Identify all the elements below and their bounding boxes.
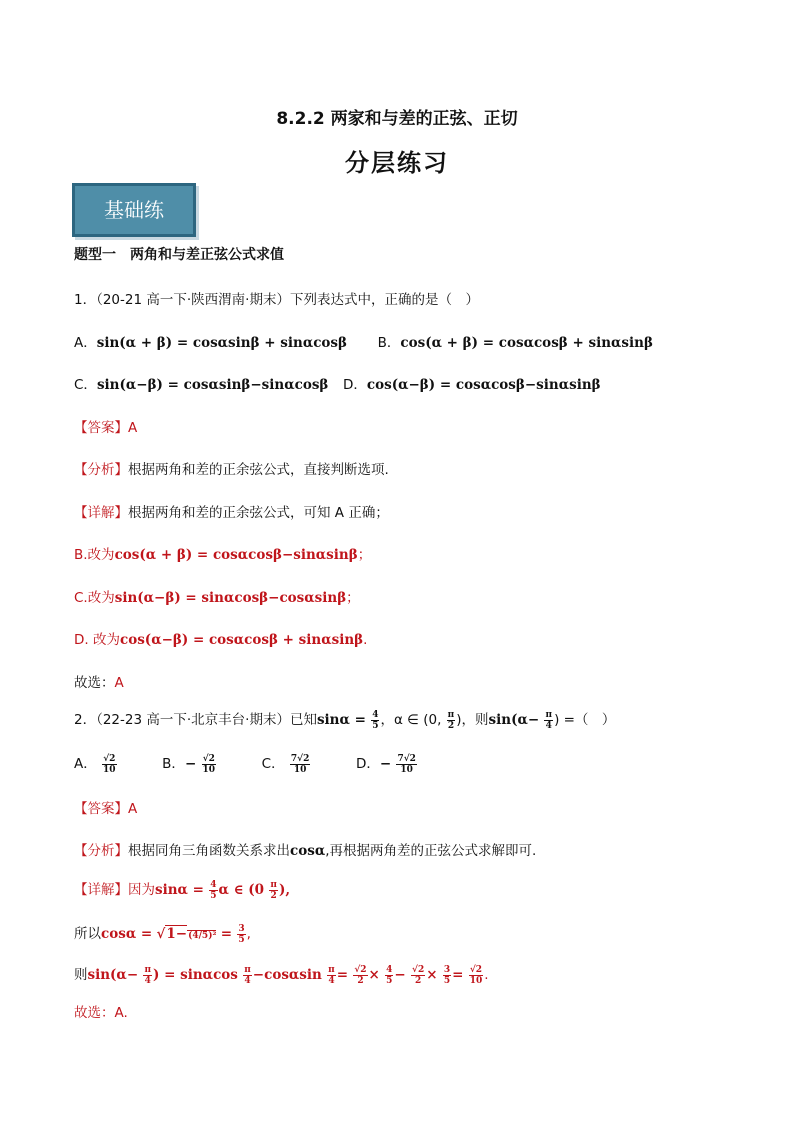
q2-stem-2: 2 — [447, 720, 455, 731]
q1-detail-c — [74, 586, 360, 606]
q1-analysis — [74, 458, 389, 478]
q1-choose — [74, 671, 124, 691]
q2-detail-frac — [209, 880, 217, 901]
q2-option-d-den: 10 — [400, 764, 413, 775]
q2-stem-pi: π — [447, 709, 455, 720]
q2-analysis — [74, 839, 536, 859]
q2-then-r2-a-num: √2 — [354, 964, 367, 975]
q2-then-4-b: 4 — [244, 975, 251, 986]
q2-then-expr: sin(α− — [87, 967, 139, 983]
q2-stem-alpha: ，α ∈ (0, — [380, 712, 442, 728]
q1-detail-tag: 【详解】 — [74, 505, 128, 521]
q2-stem-end: ) =（ ） — [554, 712, 616, 728]
q2-then-prefix: 则 — [74, 967, 88, 983]
q1-option-b: cos(α + β) = cosαcosβ + sinαsinβ — [400, 335, 653, 351]
q2-then-pi4-c — [327, 965, 336, 986]
q1-options-cd — [74, 373, 601, 393]
q1-option-c: sin(α−β) = cosαsinβ−sinαcosβ — [96, 377, 329, 393]
q1-option-d-label: D． — [342, 377, 367, 393]
q2-then-35-num: 3 — [443, 964, 451, 975]
q2-then-r2-a-den: 2 — [357, 975, 364, 986]
level-badge: 基础练 — [72, 183, 196, 237]
q2-option-a-label: A． — [74, 756, 97, 772]
q2-option-b-sign: − — [184, 756, 197, 772]
q2-option-a-num: √2 — [103, 753, 116, 764]
q2-option-c-num: 7√2 — [290, 753, 310, 764]
q2-option-a — [102, 754, 117, 775]
q2-then-pi-a: π — [144, 964, 152, 975]
q2-then-result — [469, 965, 484, 986]
q2-stem-4: 4 — [545, 720, 552, 731]
q2-then-35 — [443, 965, 451, 986]
q1-detail-b-end: ； — [357, 547, 372, 563]
q2-analysis-prefix: 根据同角三角函数关系求出 — [128, 843, 290, 859]
q2-then-eq3: = — [452, 967, 464, 983]
q2-option-b — [202, 754, 217, 775]
q2-then-45 — [385, 965, 393, 986]
q2-option-c — [290, 754, 310, 775]
q2-then-eq: ) = sinαcos — [153, 967, 238, 983]
q2-then-4-c: 4 — [328, 975, 335, 986]
q1-stem: 1．（20-21 高一下·陕西渭南·期末）下列表达式中，正确的是（ ） — [74, 292, 479, 308]
q1-detail-c-formula: sin(α−β) = sinαcosβ−cosαsinβ — [114, 590, 347, 606]
q1-detail-c-end: ； — [346, 590, 360, 606]
q2-so-eq: = — [220, 926, 233, 942]
q2-then-45-num: 4 — [386, 964, 393, 975]
q1-detail-b-formula: cos(α + β) = cosαcosβ−sinαsinβ — [114, 547, 358, 563]
q2-then-minus2: − — [394, 967, 406, 983]
q2-so-cos: cosα = — [101, 926, 153, 942]
q1-detail-d — [74, 628, 367, 648]
q2-analysis-suffix: ,再根据两角差的正弦公式求解即可. — [325, 843, 537, 859]
q2-option-b-label: B． — [162, 756, 185, 772]
document-title: 8.2.2 两家和与差的正弦、正切 — [276, 109, 518, 129]
q1-option-a: sin(α + β) = cosαsinβ + sinαcosβ — [96, 335, 348, 351]
q2-then-result-den: 10 — [469, 975, 483, 986]
q2-detail-pi: π — [270, 879, 277, 890]
q1-analysis-tag: 【分析】 — [74, 462, 128, 478]
q2-so-sqrt-body: 1− — [166, 926, 188, 942]
q1-detail-d-formula: cos(α−β) = cosαcosβ + sinαsinβ — [119, 632, 364, 648]
q2-then-r2-b — [411, 965, 425, 986]
q2-detail-2: 2 — [270, 890, 277, 901]
q2-then-line — [74, 963, 489, 986]
q2-so-prefix: 所以 — [74, 926, 101, 942]
q2-option-a-den: 10 — [103, 764, 116, 775]
q2-option-d-sign: − — [379, 756, 392, 772]
q2-then-pi4-b — [243, 965, 252, 986]
q2-then-times-a: × — [368, 967, 380, 983]
q1-choose-label: 故选： — [74, 675, 115, 691]
q1-answer-tag: 【答案】 — [74, 420, 128, 436]
q1-detail-d-prefix: D. 改为 — [74, 632, 120, 648]
q2-so-sqrt: √1−(4/5)² — [156, 926, 217, 942]
q2-option-d-label: D． — [355, 756, 380, 772]
q2-analysis-tag: 【分析】 — [74, 843, 128, 859]
q2-then-pi-b: π — [244, 964, 251, 975]
q1-option-c-label: C． — [74, 377, 97, 393]
q2-analysis-cos: cosα — [290, 843, 326, 859]
q1-option-a-label: A． — [74, 335, 97, 351]
q2-then-45-den: 5 — [386, 975, 393, 986]
q2-option-b-num: √2 — [202, 753, 215, 764]
q1-detail — [74, 501, 389, 521]
q1-option-b-label: B． — [377, 335, 401, 351]
q2-stem — [74, 708, 615, 731]
q2-detail-frac-num: 4 — [210, 879, 217, 890]
section-title: 题型一 两角和与差正弦公式求值 — [74, 247, 284, 263]
q2-option-c-label: C． — [261, 756, 285, 772]
q2-detail-tag: 【详解】 — [74, 882, 128, 898]
q2-so-end: , — [246, 926, 251, 942]
q2-then-35-den: 5 — [443, 975, 451, 986]
q1-answer — [74, 416, 137, 436]
q2-option-b-den: 10 — [202, 764, 216, 775]
q1-choose-value: A — [114, 675, 124, 691]
q2-stem-mid: )，则 — [456, 712, 489, 728]
q2-then-4-a: 4 — [144, 975, 151, 986]
document-subtitle: 分层练习 — [345, 149, 449, 177]
q2-stem-prefix: 2．（22-23 高一下·北京丰台·期末）已知 — [74, 712, 317, 728]
q2-then-pi4-a — [143, 965, 152, 986]
q2-detail-frac-den: 5 — [210, 890, 217, 901]
q2-detail-alpha: α ∈ (0 — [218, 882, 265, 898]
q2-then-r2-b-num: √2 — [412, 964, 425, 975]
q2-stem-frac — [371, 710, 379, 731]
q2-stem-pi-2: π — [545, 709, 553, 720]
q2-so-frac-den: 5 — [238, 934, 245, 945]
q2-detail-sin: sinα = — [155, 882, 204, 898]
q2-then-r2-a — [353, 965, 367, 986]
q2-so-frac — [237, 924, 245, 945]
q1-detail-b — [74, 543, 371, 563]
q2-then-times-b: × — [426, 967, 438, 983]
q1-analysis-text: 根据两角和差的正余弦公式，直接判断选项. — [128, 462, 389, 478]
q2-stem-frac-num: 4 — [372, 709, 379, 720]
q2-detail-close: ), — [278, 882, 291, 898]
q2-option-d-num: 7√2 — [397, 753, 416, 764]
q2-then-pi-c: π — [328, 964, 335, 975]
q2-answer — [74, 797, 137, 817]
q2-then-minus: −cosαsin — [252, 967, 322, 983]
q2-then-period: . — [484, 967, 489, 983]
q2-then-r2-b-den: 2 — [414, 975, 422, 986]
q2-stem-sin: sinα = — [316, 712, 366, 728]
q2-stem-pi-over-2 — [447, 710, 456, 731]
q2-options — [74, 752, 418, 775]
q1-detail-text: 根据两角和差的正余弦公式，可知 A 正确； — [128, 505, 389, 521]
q2-so-frac-num: 3 — [238, 923, 245, 934]
q2-choose: 故选：A. — [74, 1005, 128, 1021]
q2-stem-expr: sin(α− — [488, 712, 540, 728]
q2-answer-tag: 【答案】 — [74, 801, 128, 817]
q2-detail-prefix: 因为 — [128, 882, 155, 898]
q1-detail-c-prefix: C.改为 — [74, 590, 115, 606]
q2-option-d — [396, 754, 416, 775]
q1-answer-value: A — [128, 420, 138, 436]
q2-so-sqrt-frac: (4/5)² — [188, 931, 217, 941]
q2-then-eq2: = — [336, 967, 349, 983]
q2-option-c-den: 10 — [293, 764, 307, 775]
q2-then-result-num: √2 — [469, 964, 483, 975]
q2-detail — [74, 878, 290, 901]
q1-options-ab — [74, 331, 653, 351]
q2-answer-value: A — [128, 801, 138, 817]
q2-stem-pi-over-4 — [544, 710, 553, 731]
q1-detail-b-prefix: B.改为 — [74, 547, 115, 563]
q2-detail-pi-over-2 — [269, 880, 278, 901]
q1-detail-d-end: . — [363, 632, 368, 648]
q2-so-line — [74, 922, 251, 945]
q1-option-d: cos(α−β) = cosαcosβ−sinαsinβ — [366, 377, 601, 393]
q2-stem-frac-den: 5 — [372, 720, 379, 731]
